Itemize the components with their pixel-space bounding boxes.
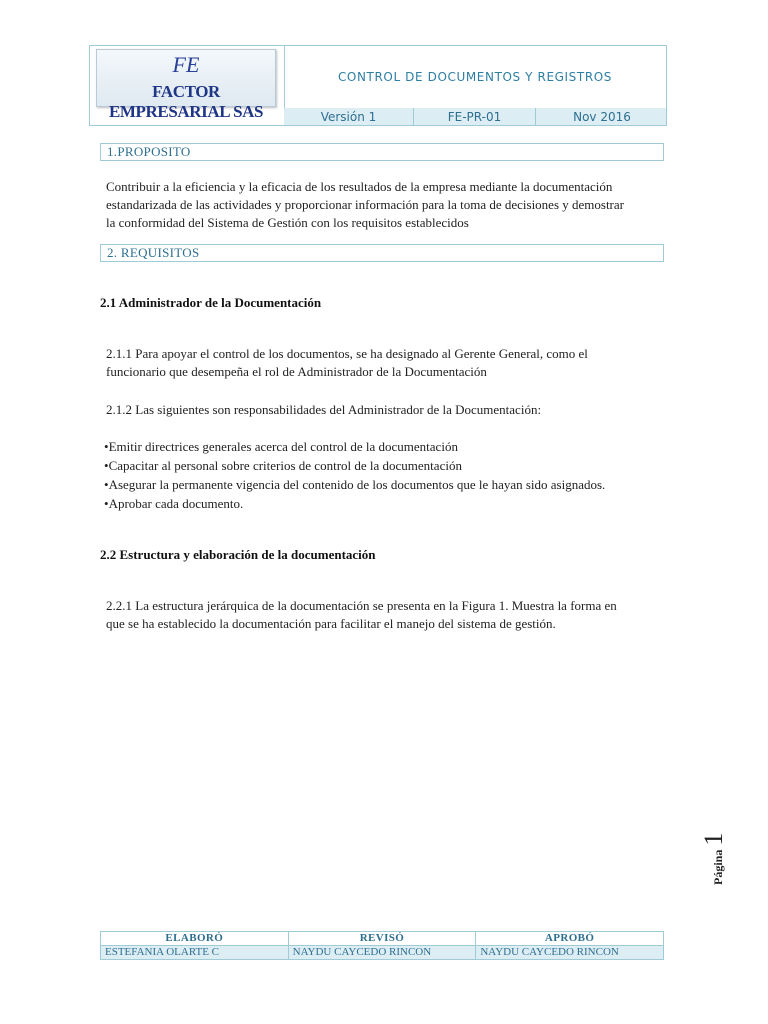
paragraph-line: 2.1.1 Para apoyar el control de los documentos, se ha designado al Gerente General, como el (106, 346, 588, 361)
paragraph-line: funcionario que desempeña el rol de Administrador de la Documentación (106, 364, 487, 379)
document-date: Nov 2016 (573, 109, 631, 124)
section-heading-requisitos: 2. REQUISITOS (100, 244, 664, 262)
approval-header-cell: APROBÓ (476, 932, 664, 946)
logo-company-name: FACTOR EMPRESARIAL SAS (108, 82, 264, 121)
approval-header-row (101, 932, 664, 946)
proposito-line: Contribuir a la eficiencia y la eficacia de los resultados de la empresa mediante la documentación (106, 179, 613, 194)
version-label: Versión 1 (284, 108, 414, 125)
subheading-2-2: 2.2 Estructura y elaboración de la documentación (100, 547, 376, 562)
paragraph-2-1-2: 2.1.2 Las siguientes son responsabilidades del Administrador de la Documentación: (106, 402, 542, 417)
page-label: Página (711, 849, 725, 885)
subheading-2-1: 2.1 Administrador de la Documentación (100, 295, 322, 310)
responsibilities-list (104, 437, 605, 513)
approval-value-cell: ESTEFANIA OLARTE C (101, 946, 289, 960)
proposito-line: la conformidad del Sistema de Gestión con los requisitos establecidos (106, 215, 469, 230)
document-meta-row (284, 108, 666, 125)
proposito-line: estandarizada de las actividades y proporcionar información para la toma de decisiones y demostrar (106, 197, 624, 212)
company-logo (96, 49, 276, 121)
paragraph-line: 2.2.1 La estructura jerárquica de la documentación se presenta en la Figura 1. Muestra la forma en (106, 598, 617, 613)
approval-header-cell: REVISÓ (288, 932, 476, 946)
list-item: • Capacitar al personal sobre criterios de control de la documentación (104, 456, 605, 475)
logo-cell (90, 46, 285, 125)
list-item: • Aprobar cada documento. (104, 494, 605, 513)
section-heading-proposito: 1.PROPOSITO (100, 143, 664, 161)
document-code: FE-PR-01 (414, 108, 536, 125)
paragraph-line: que se ha establecido la documentación para facilitar el manejo del sistema de gestión. (106, 616, 556, 631)
list-item: • Emitir directrices generales acerca del control de la documentación (104, 437, 605, 456)
page-number (699, 825, 729, 885)
approval-values-row (101, 946, 664, 960)
approval-value-cell: NAYDU CAYCEDO RINCON (476, 946, 664, 960)
approval-value-cell: NAYDU CAYCEDO RINCON (288, 946, 476, 960)
paragraph-2-1-1 (106, 345, 588, 381)
page-number-value: 1 (699, 832, 728, 846)
approval-table (100, 931, 664, 960)
paragraph-2-2-1 (106, 597, 617, 633)
document-title: CONTROL DE DOCUMENTOS Y REGISTROS (337, 70, 613, 84)
document-header (89, 45, 667, 126)
logo-mark: FE (172, 52, 200, 77)
approval-header-cell: ELABORÓ (101, 932, 289, 946)
title-cell (284, 46, 666, 109)
proposito-paragraph (106, 178, 624, 232)
list-item: • Asegurar la permanente vigencia del contenido de los documentos que le hayan sido asignados. (104, 475, 605, 494)
